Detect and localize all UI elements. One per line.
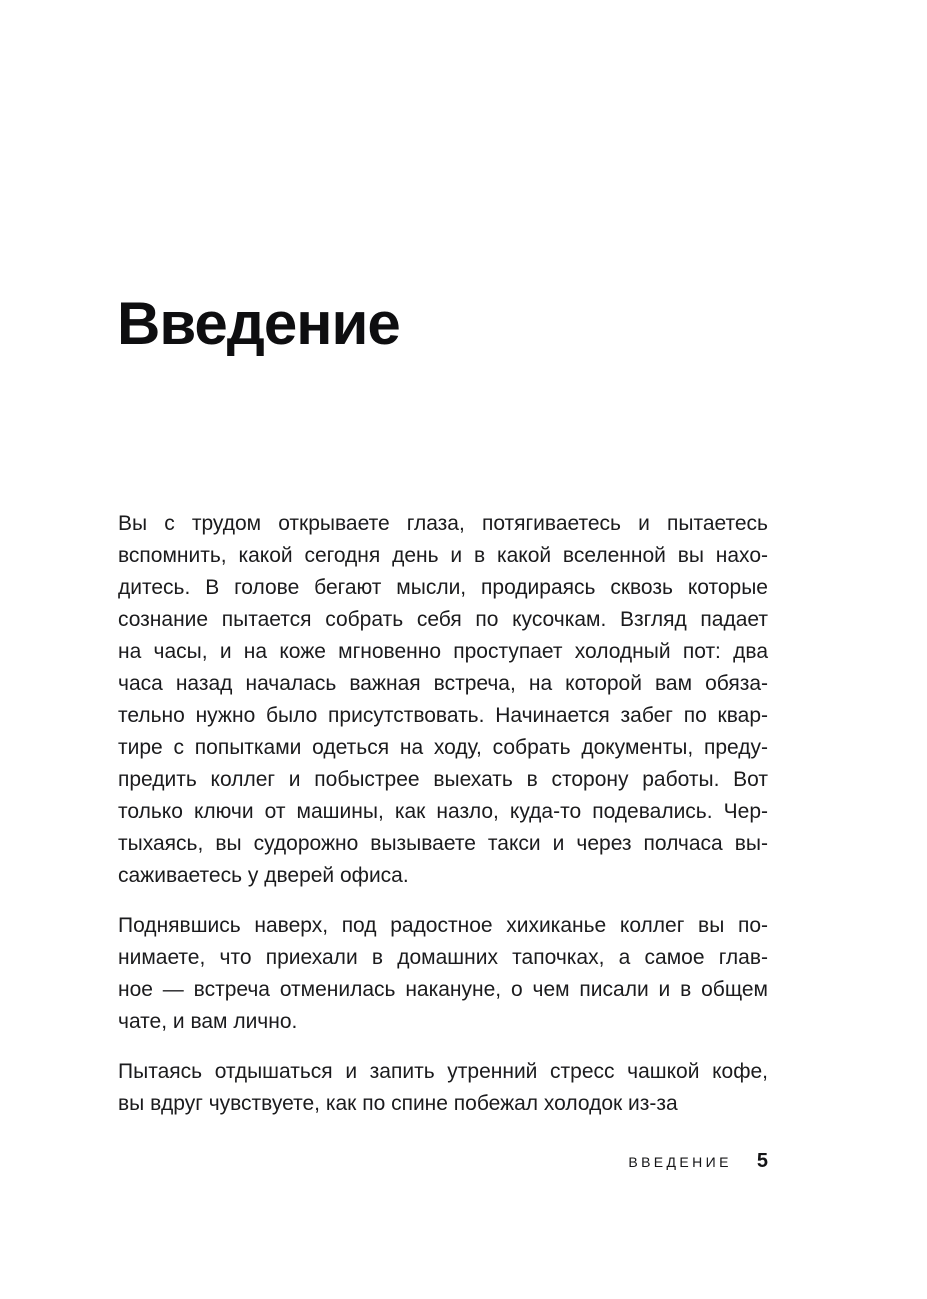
footer-section-label: ВВЕДЕНИЕ xyxy=(628,1154,732,1170)
text-line: тире с попытками одеться на ходу, собрать документы, преду- xyxy=(118,736,768,759)
text-line: вы вдруг чувствуете, как по спине побежал холодок из-за xyxy=(118,1092,678,1115)
text-line: дитесь. В голове бегают мысли, продираясь сквозь которые xyxy=(118,576,768,599)
text-line: только ключи от машины, как назло, куда-то подевались. Чер- xyxy=(118,800,768,823)
body-text xyxy=(118,508,768,1138)
text-line: ное — встреча отменилась накануне, о чем писали и в общем xyxy=(118,978,768,1001)
text-line: нимаете, что приехали в домашних тапочках, а самое глав- xyxy=(118,946,768,969)
text-line: часа назад началась важная встреча, на которой вам обяза- xyxy=(118,672,768,695)
chapter-title: Введение xyxy=(117,290,400,357)
text-line: предить коллег и побыстрее выехать в сторону работы. Вот xyxy=(118,768,768,791)
page-footer xyxy=(628,1150,768,1173)
footer-page-number: 5 xyxy=(756,1150,768,1172)
text-line: чате, и вам лично. xyxy=(118,1010,298,1033)
paragraph xyxy=(118,1056,768,1120)
text-line: Пытаясь отдышаться и запить утренний стресс чашкой кофе, xyxy=(118,1060,768,1083)
paragraph xyxy=(118,508,768,892)
text-line: Поднявшись наверх, под радостное хихиканье коллег вы по- xyxy=(118,914,768,937)
text-line: тельно нужно было присутствовать. Начинается забег по квар- xyxy=(118,704,768,727)
text-line: саживаетесь у дверей офиса. xyxy=(118,864,409,887)
text-line: вспомнить, какой сегодня день и в какой вселенной вы нахо- xyxy=(118,544,768,567)
text-line: сознание пытается собрать себя по кусочкам. Взгляд падает xyxy=(118,608,768,631)
text-line: Вы с трудом открываете глаза, потягиваетесь и пытаетесь xyxy=(118,512,768,535)
paragraph xyxy=(118,910,768,1038)
text-line: тыхаясь, вы судорожно вызываете такси и через полчаса вы- xyxy=(118,832,768,855)
text-line: на часы, и на коже мгновенно проступает холодный пот: два xyxy=(118,640,768,663)
